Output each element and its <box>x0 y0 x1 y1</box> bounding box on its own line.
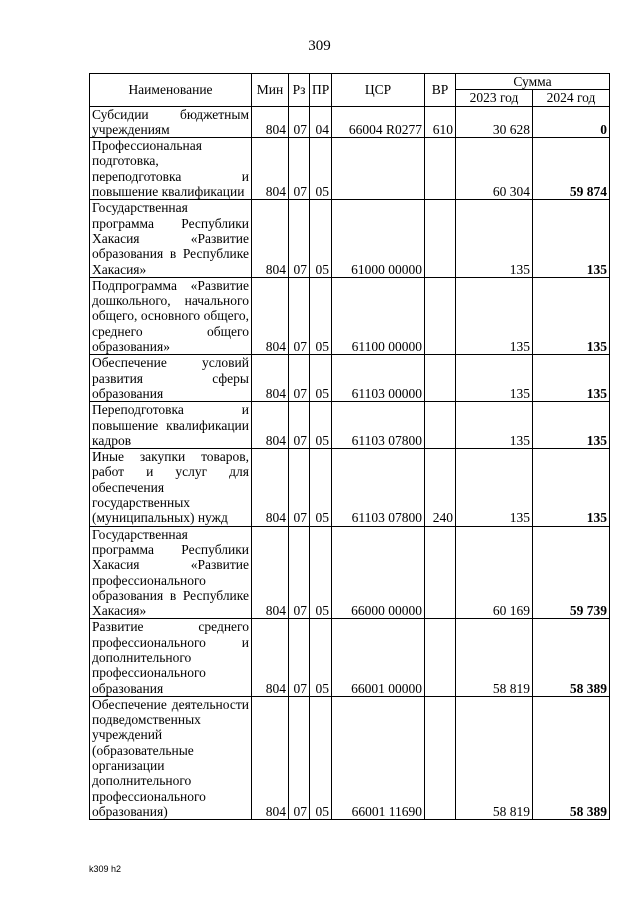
cell-2023: 135 <box>456 355 533 402</box>
budget-table <box>89 73 610 820</box>
cell-min: 804 <box>252 619 289 696</box>
cell-csr: 66000 00000 <box>332 526 425 619</box>
cell-name: Обеспечение деятельности подведомственных учреждений (образовательные организации дополнительного профессионального образования) <box>90 696 252 819</box>
cell-name: Подпрограмма «Развитие дошкольного, начального общего, основного общего, среднего общего образования» <box>90 277 252 354</box>
cell-vr <box>425 138 456 200</box>
cell-vr <box>425 200 456 277</box>
cell-2024: 0 <box>533 106 610 138</box>
cell-2024: 135 <box>533 200 610 277</box>
cell-min: 804 <box>252 355 289 402</box>
cell-vr <box>425 402 456 449</box>
cell-2023: 60 169 <box>456 526 533 619</box>
table-body <box>90 106 610 820</box>
header-year-2024: 2024 год <box>533 90 610 106</box>
cell-vr <box>425 526 456 619</box>
cell-csr: 66001 11690 <box>332 696 425 819</box>
cell-csr: 61103 00000 <box>332 355 425 402</box>
table-row <box>90 355 610 402</box>
cell-rz: 07 <box>289 619 310 696</box>
cell-min: 804 <box>252 200 289 277</box>
table-row <box>90 526 610 619</box>
cell-vr <box>425 696 456 819</box>
cell-pr: 05 <box>310 277 332 354</box>
cell-vr <box>425 277 456 354</box>
table-row <box>90 200 610 277</box>
cell-name: Обеспечение условий развития сферы образования <box>90 355 252 402</box>
cell-2023: 58 819 <box>456 696 533 819</box>
cell-2023: 135 <box>456 402 533 449</box>
cell-rz: 07 <box>289 449 310 526</box>
cell-2024: 58 389 <box>533 696 610 819</box>
cell-2024: 58 389 <box>533 619 610 696</box>
cell-csr <box>332 138 425 200</box>
header-min: Мин <box>252 74 289 107</box>
cell-pr: 05 <box>310 355 332 402</box>
cell-min: 804 <box>252 449 289 526</box>
cell-pr: 05 <box>310 402 332 449</box>
cell-pr: 05 <box>310 619 332 696</box>
cell-csr: 61103 07800 <box>332 402 425 449</box>
cell-csr: 61103 07800 <box>332 449 425 526</box>
cell-2023: 58 819 <box>456 619 533 696</box>
table-row <box>90 449 610 526</box>
header-pr: ПР <box>310 74 332 107</box>
cell-rz: 07 <box>289 277 310 354</box>
cell-pr: 05 <box>310 200 332 277</box>
table-row <box>90 696 610 819</box>
table-row <box>90 106 610 138</box>
cell-min: 804 <box>252 106 289 138</box>
cell-pr: 05 <box>310 526 332 619</box>
cell-2023: 60 304 <box>456 138 533 200</box>
cell-2023: 30 628 <box>456 106 533 138</box>
cell-name: Переподготовка и повышение квалификации кадров <box>90 402 252 449</box>
cell-2023: 135 <box>456 277 533 354</box>
cell-csr: 66001 00000 <box>332 619 425 696</box>
cell-vr: 240 <box>425 449 456 526</box>
cell-rz: 07 <box>289 200 310 277</box>
table-row <box>90 619 610 696</box>
cell-rz: 07 <box>289 696 310 819</box>
cell-2024: 59 874 <box>533 138 610 200</box>
header-rz: Рз <box>289 74 310 107</box>
footer-code: k309 h2 <box>89 864 122 874</box>
cell-pr: 05 <box>310 696 332 819</box>
header-vr: ВР <box>425 74 456 107</box>
page-number: 309 <box>308 38 331 54</box>
cell-rz: 07 <box>289 355 310 402</box>
cell-name: Профессиональная подготовка, переподготовка и повышение квалификации <box>90 138 252 200</box>
table-row <box>90 402 610 449</box>
cell-pr: 05 <box>310 138 332 200</box>
cell-csr: 61000 00000 <box>332 200 425 277</box>
cell-csr: 66004 R0277 <box>332 106 425 138</box>
cell-min: 804 <box>252 277 289 354</box>
cell-2024: 59 739 <box>533 526 610 619</box>
header-year-2023: 2023 год <box>456 90 533 106</box>
cell-vr <box>425 355 456 402</box>
cell-pr: 05 <box>310 449 332 526</box>
table-row <box>90 138 610 200</box>
cell-min: 804 <box>252 402 289 449</box>
cell-2024: 135 <box>533 449 610 526</box>
cell-name: Субсидии бюджетным учреждениям <box>90 106 252 138</box>
cell-rz: 07 <box>289 402 310 449</box>
cell-vr: 610 <box>425 106 456 138</box>
cell-rz: 07 <box>289 526 310 619</box>
cell-name: Государственная программа Республики Хакасия «Развитие профессионального образования в Республике Хакасия» <box>90 526 252 619</box>
header-csr: ЦСР <box>332 74 425 107</box>
cell-2024: 135 <box>533 277 610 354</box>
cell-min: 804 <box>252 696 289 819</box>
table-row <box>90 277 610 354</box>
cell-2023: 135 <box>456 449 533 526</box>
cell-2024: 135 <box>533 355 610 402</box>
cell-min: 804 <box>252 526 289 619</box>
cell-2024: 135 <box>533 402 610 449</box>
cell-name: Иные закупки товаров, работ и услуг для обеспечения государственных (муниципальных) нужд <box>90 449 252 526</box>
cell-name: Государственная программа Республики Хакасия «Развитие образования в Республике Хакасия» <box>90 200 252 277</box>
cell-2023: 135 <box>456 200 533 277</box>
cell-name: Развитие среднего профессионального и дополнительного профессионального образования <box>90 619 252 696</box>
cell-rz: 07 <box>289 106 310 138</box>
cell-csr: 61100 00000 <box>332 277 425 354</box>
cell-pr: 04 <box>310 106 332 138</box>
cell-min: 804 <box>252 138 289 200</box>
cell-vr <box>425 619 456 696</box>
header-sum: Сумма <box>456 74 610 90</box>
header-name: Наименование <box>90 74 252 107</box>
cell-rz: 07 <box>289 138 310 200</box>
